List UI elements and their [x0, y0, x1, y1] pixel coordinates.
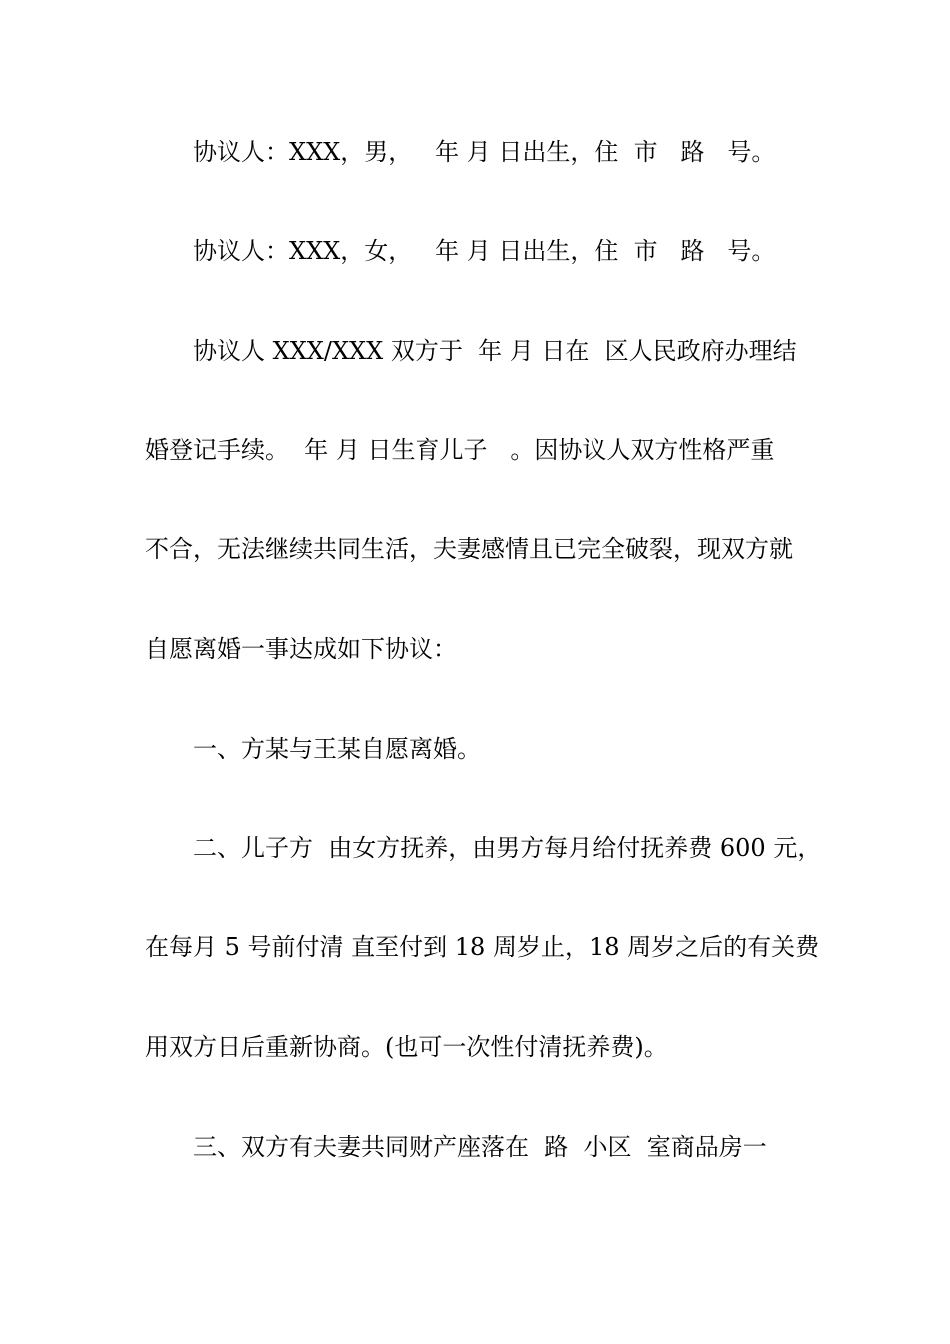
- paragraph-line-marriage-1: 协议人 XXX/XXX 双方于 年 月 日在 区人民政府办理结: [193, 337, 797, 365]
- clause-two-line-1: 二、儿子方 由女方抚养，由男方每月给付抚养费 600 元，: [193, 834, 822, 862]
- paragraph-line-party-female: 协议人：XXX，女， 年 月 日出生，住 市 路 号。: [193, 237, 776, 265]
- clause-one-line: 一、方某与王某自愿离婚。: [193, 735, 481, 763]
- paragraph-line-marriage-3: 不合，无法继续共同生活，夫妻感情且已完全破裂，现双方就: [145, 535, 793, 563]
- paragraph-line-marriage-2: 婚登记手续。 年 月 日生育儿子 。因协议人双方性格严重: [145, 436, 775, 464]
- paragraph-line-marriage-4: 自愿离婚一事达成如下协议：: [145, 635, 457, 663]
- clause-three-line-1: 三、双方有夫妻共同财产座落在 路 小区 室商品房一: [193, 1133, 767, 1161]
- clause-two-line-3: 用双方日后重新协商。(也可一次性付清抚养费)。: [145, 1033, 668, 1061]
- paragraph-line-party-male: 协议人：XXX，男， 年 月 日出生，住 市 路 号。: [193, 138, 776, 166]
- clause-two-line-2: 在每月 5 号前付清 直至付到 18 周岁止，18 周岁之后的有关费: [145, 933, 820, 961]
